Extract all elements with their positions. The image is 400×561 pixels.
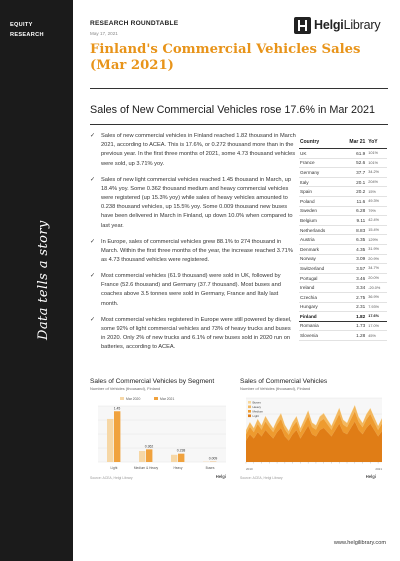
country-cell: UK	[299, 149, 339, 159]
yoy-cell: 17.6%	[367, 312, 387, 322]
value-cell: 1.73	[339, 321, 368, 331]
yoy-cell: 36.9%	[367, 292, 387, 302]
yoy-cell: 15%	[367, 187, 387, 197]
yoy-cell: 15.4%	[367, 225, 387, 235]
yoy-cell: 34.2%	[367, 168, 387, 178]
legend-swatch	[248, 401, 251, 404]
value-cell: 6.28	[339, 206, 368, 216]
bar-chart-svg	[90, 394, 230, 474]
value-cell: 4.35	[339, 244, 368, 254]
value-cell: 8.83	[339, 225, 368, 235]
legend-label: Buses	[252, 400, 261, 405]
table-row	[299, 254, 387, 264]
sidebar	[0, 0, 73, 561]
country-cell: Ireland	[299, 283, 339, 293]
footer-website-link[interactable]: www.helgilibrary.com	[333, 540, 386, 546]
yoy-cell: 20.9%	[367, 254, 387, 264]
yoy-cell: 42.4%	[367, 216, 387, 226]
bullet-item: ✓ In Europe, sales of commercial vehicles grew 88.1% to 274 thousand in March. Within the first three months of the year, the increase reached 3.71% as 4.73 thousand vehicles were registered.	[90, 238, 293, 264]
yoy-cell: 31.9%	[367, 244, 387, 254]
table-row	[299, 273, 387, 283]
country-sales-table	[299, 138, 387, 341]
logo-mark-icon	[294, 17, 311, 34]
bar	[139, 451, 145, 462]
value-cell: 3.46	[339, 273, 368, 283]
country-cell: Portugal	[299, 273, 339, 283]
yoy-cell: 34.7%	[367, 264, 387, 274]
table-row	[299, 283, 387, 293]
legend-label: Mar 2021	[160, 397, 175, 401]
x-range-start: 2010	[246, 467, 253, 471]
value-cell: 52.6	[339, 158, 368, 168]
chart-source: Source: ACEA, Helgi Library	[240, 476, 283, 480]
country-cell: Poland	[299, 196, 339, 206]
yoy-cell: 7.93%	[367, 302, 387, 312]
legend-swatch	[120, 397, 124, 400]
yoy-cell: 204%	[367, 177, 387, 187]
legend-swatch	[248, 406, 251, 409]
country-cell: Romania	[299, 321, 339, 331]
check-icon: ✓	[90, 176, 96, 183]
value-cell: 20.2	[339, 187, 368, 197]
segment-bar-chart	[90, 378, 230, 488]
chart-subtitle: Number of Vehicles (thousand), Finland	[240, 386, 311, 391]
value-cell: 11.6	[339, 196, 368, 206]
country-cell: Switzerland	[299, 264, 339, 274]
table-row	[299, 196, 387, 206]
chart-source: Source: ACEA, Helgi Library	[90, 476, 133, 480]
category-line-1: EQUITY	[10, 22, 33, 28]
table-row	[299, 187, 387, 197]
page-subtitle: Sales of New Commercial Vehicles rose 17.6% in Mar 2021	[90, 104, 376, 116]
legend-label: Heavy	[252, 404, 262, 409]
header-date: May 17, 2021	[90, 31, 118, 36]
value-cell: 20.1	[339, 177, 368, 187]
table-row	[299, 321, 387, 331]
country-cell: Hungary	[299, 302, 339, 312]
country-cell: Sweden	[299, 206, 339, 216]
yoy-cell: 49.3%	[367, 196, 387, 206]
tagline-text: Data tells a story	[36, 220, 51, 340]
chart-logo: Helgi	[215, 474, 226, 479]
country-cell: Norway	[299, 254, 339, 264]
helgi-library-logo[interactable]	[294, 17, 386, 35]
value-cell: 9.11	[339, 216, 368, 226]
divider	[90, 124, 388, 125]
bullet-list	[90, 132, 296, 359]
bar	[107, 419, 113, 462]
country-cell: Austria	[299, 235, 339, 245]
page-title: Finland's Commercial Vehicles Sales (Mar 2021)	[90, 42, 361, 73]
country-cell: Italy	[299, 177, 339, 187]
chart-logo: Helgi	[365, 474, 376, 479]
country-cell: Spain	[299, 187, 339, 197]
value-cell: 3.57	[339, 264, 368, 274]
value-cell: 2.75	[339, 292, 368, 302]
legend-swatch	[248, 415, 251, 418]
country-cell: Netherlands	[299, 225, 339, 235]
divider	[90, 88, 388, 89]
data-label: 0.238	[176, 448, 186, 453]
country-cell: Slovenia	[299, 331, 339, 341]
legend-swatch	[154, 397, 158, 400]
category-label: Buses	[205, 466, 215, 470]
yoy-cell: -20.0%	[367, 283, 387, 293]
bullet-item: ✓ Sales of new light commercial vehicles reached 1.45 thousand in March, up 18.4% yoy. Some 0.362 thousand medium and heavy commercial vehicles were registered (up 15.3% yoy) while sales of heavy vehicles amounted to 0.238 thousand vehicles, up 15.5% yoy. Some 0.009 thousand new buses have been delivered in March in Finland, up down 10.0% when compared to last year.	[90, 176, 293, 229]
value-cell: 1.28	[339, 331, 368, 341]
yoy-cell: 101%	[367, 158, 387, 168]
table-row	[299, 225, 387, 235]
column-header-yoy: YoY	[367, 138, 387, 149]
value-cell: 1.82	[339, 312, 368, 322]
table-row	[299, 216, 387, 226]
bar	[114, 411, 120, 462]
report-category	[10, 20, 44, 40]
table-row	[299, 292, 387, 302]
table-row	[299, 244, 387, 254]
yoy-cell: 45%	[367, 331, 387, 341]
value-cell: 2.31	[339, 302, 368, 312]
check-icon: ✓	[90, 273, 96, 280]
table-row	[299, 158, 387, 168]
x-range-end: 2021	[375, 467, 382, 471]
category-label: Light	[110, 466, 118, 470]
bullet-item: ✓ Most commercial vehicles registered in Europe were still powered by diesel, some 92% of light commercial vehicles and 73% of heavy trucks and buses in 2020. Only 2% of new trucks and 6.1% of new buses sold in 2020 run on batteries, according to ACEA.	[90, 316, 292, 351]
table-row	[299, 177, 387, 187]
bar	[178, 454, 184, 462]
category-label: Heavy	[173, 466, 183, 470]
vehicles-area-chart	[240, 378, 380, 488]
legend-swatch	[248, 410, 251, 413]
value-cell: 3.09	[339, 254, 368, 264]
legend-label: Light	[252, 413, 260, 418]
table-row	[299, 206, 387, 216]
check-icon: ✓	[90, 133, 96, 139]
table-row	[299, 312, 387, 322]
table-row	[299, 168, 387, 178]
table-row	[299, 302, 387, 312]
value-cell: 61.9	[339, 149, 368, 159]
column-header-value: Mar 21	[339, 138, 368, 149]
yoy-cell: 20.0%	[367, 273, 387, 283]
column-header-country: Country	[299, 138, 339, 149]
table-row	[299, 264, 387, 274]
value-cell: 3.34	[339, 283, 368, 293]
data-label: 0.009	[208, 456, 218, 461]
table-row	[299, 149, 387, 159]
country-cell: Finland	[299, 312, 339, 322]
header-label: RESEARCH ROUNDTABLE	[90, 20, 179, 27]
area-chart-svg	[240, 394, 388, 474]
country-cell: Belgium	[299, 216, 339, 226]
bar	[171, 455, 177, 462]
yoy-cell: 17.0%	[367, 321, 387, 331]
table-row	[299, 331, 387, 341]
category-line-2: RESEARCH	[10, 32, 44, 38]
value-cell: 37.7	[339, 168, 368, 178]
legend-label: Mar 2020	[126, 397, 141, 401]
yoy-cell: 129%	[367, 235, 387, 245]
value-cell: 6.35	[339, 235, 368, 245]
chart-title: Sales of Commercial Vehicles by Segment	[90, 378, 215, 385]
country-cell: Denmark	[299, 244, 339, 254]
bullet-item: ✓ Sales of new commercial vehicles in Finland reached 1.82 thousand in March 2021, according to ACEA. This is 17.6%, or 0.272 thousand more than in the previous year. In the first three months of 2021, some 4.73 thousand vehicles were sold, up 3.71% yoy.	[90, 133, 296, 167]
logo-text: HelgiLibrary	[314, 18, 381, 32]
data-label: 1.45	[113, 406, 121, 411]
bar	[146, 449, 152, 462]
category-label: Medium & Heavy	[133, 466, 159, 470]
bullet-item: ✓ Most commercial vehicles (61.9 thousand) were sold in UK, followed by France (52.6 thousand) and Germany (37.7 thousand). Most buses and coaches above 3.5 tonnes were sold in Germany, France and Italy last month.	[90, 273, 281, 307]
country-cell: France	[299, 158, 339, 168]
chart-title: Sales of Commercial Vehicles	[240, 378, 328, 385]
table-row	[299, 235, 387, 245]
chart-subtitle: Number of Vehicles (thousand), Finland	[90, 386, 161, 391]
legend-label: Medium	[252, 409, 264, 414]
country-cell: Germany	[299, 168, 339, 178]
check-icon: ✓	[90, 238, 96, 245]
yoy-cell: 101%	[367, 149, 387, 159]
data-label: 0.362	[144, 444, 154, 449]
yoy-cell: 79%	[367, 206, 387, 216]
country-cell: Czechia	[299, 292, 339, 302]
check-icon: ✓	[90, 316, 96, 323]
